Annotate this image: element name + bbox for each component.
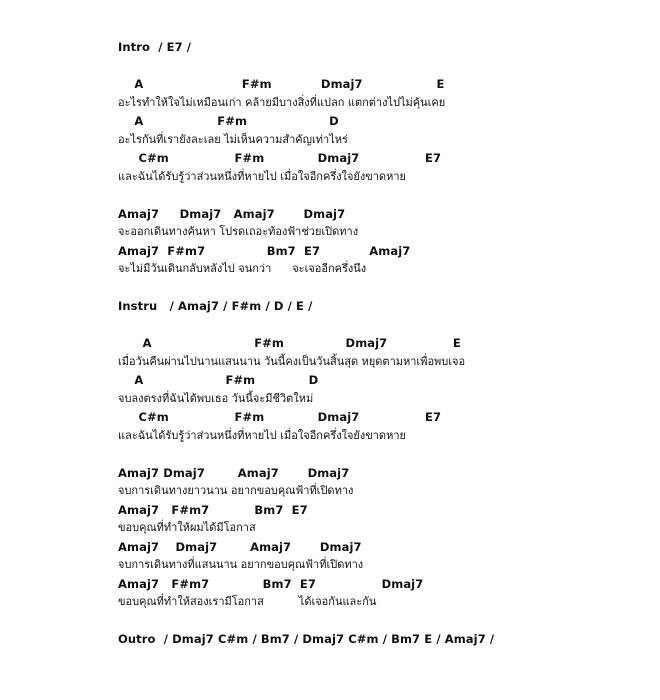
chord-sheet: [118, 38, 638, 649]
chord-line: Amaj7 F#m7 Bm7 E7 Amaj7: [118, 243, 411, 258]
chord-line: A F#m D: [118, 114, 339, 128]
chord-line: Amaj7 F#m7 Bm7 E7 Dmaj7: [118, 576, 424, 591]
intro-line: Intro / E7 /: [118, 40, 192, 54]
outro-line: Outro / Dmaj7 C#m / Bm7 / Dmaj7 C#m / Bm7 E / Amaj7 /: [118, 632, 495, 646]
lyric-line: อะไรกันที่เรายังละเลย ไม่เห็นความสำคัญเท่าไหร่: [118, 132, 348, 146]
spacer: [118, 186, 638, 205]
chord-line: A F#m Dmaj7 E: [118, 336, 461, 350]
chord-line: A F#m Dmaj7 E: [118, 77, 445, 91]
lyric-line: จบลงตรงที่ฉันได้พบเธอ วันนี้จะมีชีวิตใหม่: [118, 391, 314, 405]
lyric-line: จบการเดินทางที่แสนนาน อยากขอบคุณฟ้าที่เปิดทาง: [118, 558, 364, 571]
lyric-line: จบการเดินทางยาวนาน อยากขอบคุณฟ้าที่เปิดทาง: [118, 484, 354, 497]
chord-line: A F#m D: [118, 373, 319, 387]
lyric-line: และฉันได้รับรู้ว่าส่วนหนึ่งที่หายไป เมื่อใจอีกครึ่งใจยังขาดหาย: [118, 169, 406, 183]
instru-line: Instru / Amaj7 / F#m / D / E /: [118, 299, 313, 313]
lyric-line: อะไรทำให้ใจไม่เหมือนเก่า คล้ายมีบางสิ่งที่แปลก แตกต่างไปไม่คุ้นเคย: [118, 95, 446, 109]
lyric-line: และฉันได้รับรู้ว่าส่วนหนึ่งที่หายไป เมื่อใจอีกครึ่งใจยังขาดหาย: [118, 428, 406, 442]
chord-line: C#m F#m Dmaj7 E7: [118, 410, 442, 424]
chord-line: Amaj7 Dmaj7 Amaj7 Dmaj7: [118, 465, 350, 480]
lyric-line: เมื่อวันคืนผ่านไปนานแสนนาน วันนี้คงเป็นวันสิ้นสุด หยุดตามหาเพื่อพบเจอ: [118, 354, 466, 368]
lyric-line: ขอบคุณที่ทำให้สองเรามีโอกาส ได้เจอกันและกัน: [118, 595, 377, 608]
spacer: [118, 612, 638, 631]
chord-line: Amaj7 Dmaj7 Amaj7 Dmaj7: [118, 539, 362, 554]
chord-line: Amaj7 F#m7 Bm7 E7: [118, 502, 308, 517]
spacer: [118, 57, 638, 76]
chord-line: Amaj7 Dmaj7 Amaj7 Dmaj7: [118, 206, 346, 221]
spacer: [118, 316, 638, 335]
lyric-line: ขอบคุณที่ทำให้ผมได้มีโอกาส: [118, 521, 256, 534]
lyric-line: จะออกเดินทางค้นหา โปรดเถอะท้องฟ้าช่วยเปิดทาง: [118, 225, 359, 238]
lyric-line: จะไม่มีวันเดินกลับหลังไป จนกว่า จะเจออีกครึ่งนึง: [118, 262, 367, 275]
spacer: [118, 445, 638, 464]
spacer: [118, 279, 638, 298]
chord-line: C#m F#m Dmaj7 E7: [118, 151, 442, 165]
